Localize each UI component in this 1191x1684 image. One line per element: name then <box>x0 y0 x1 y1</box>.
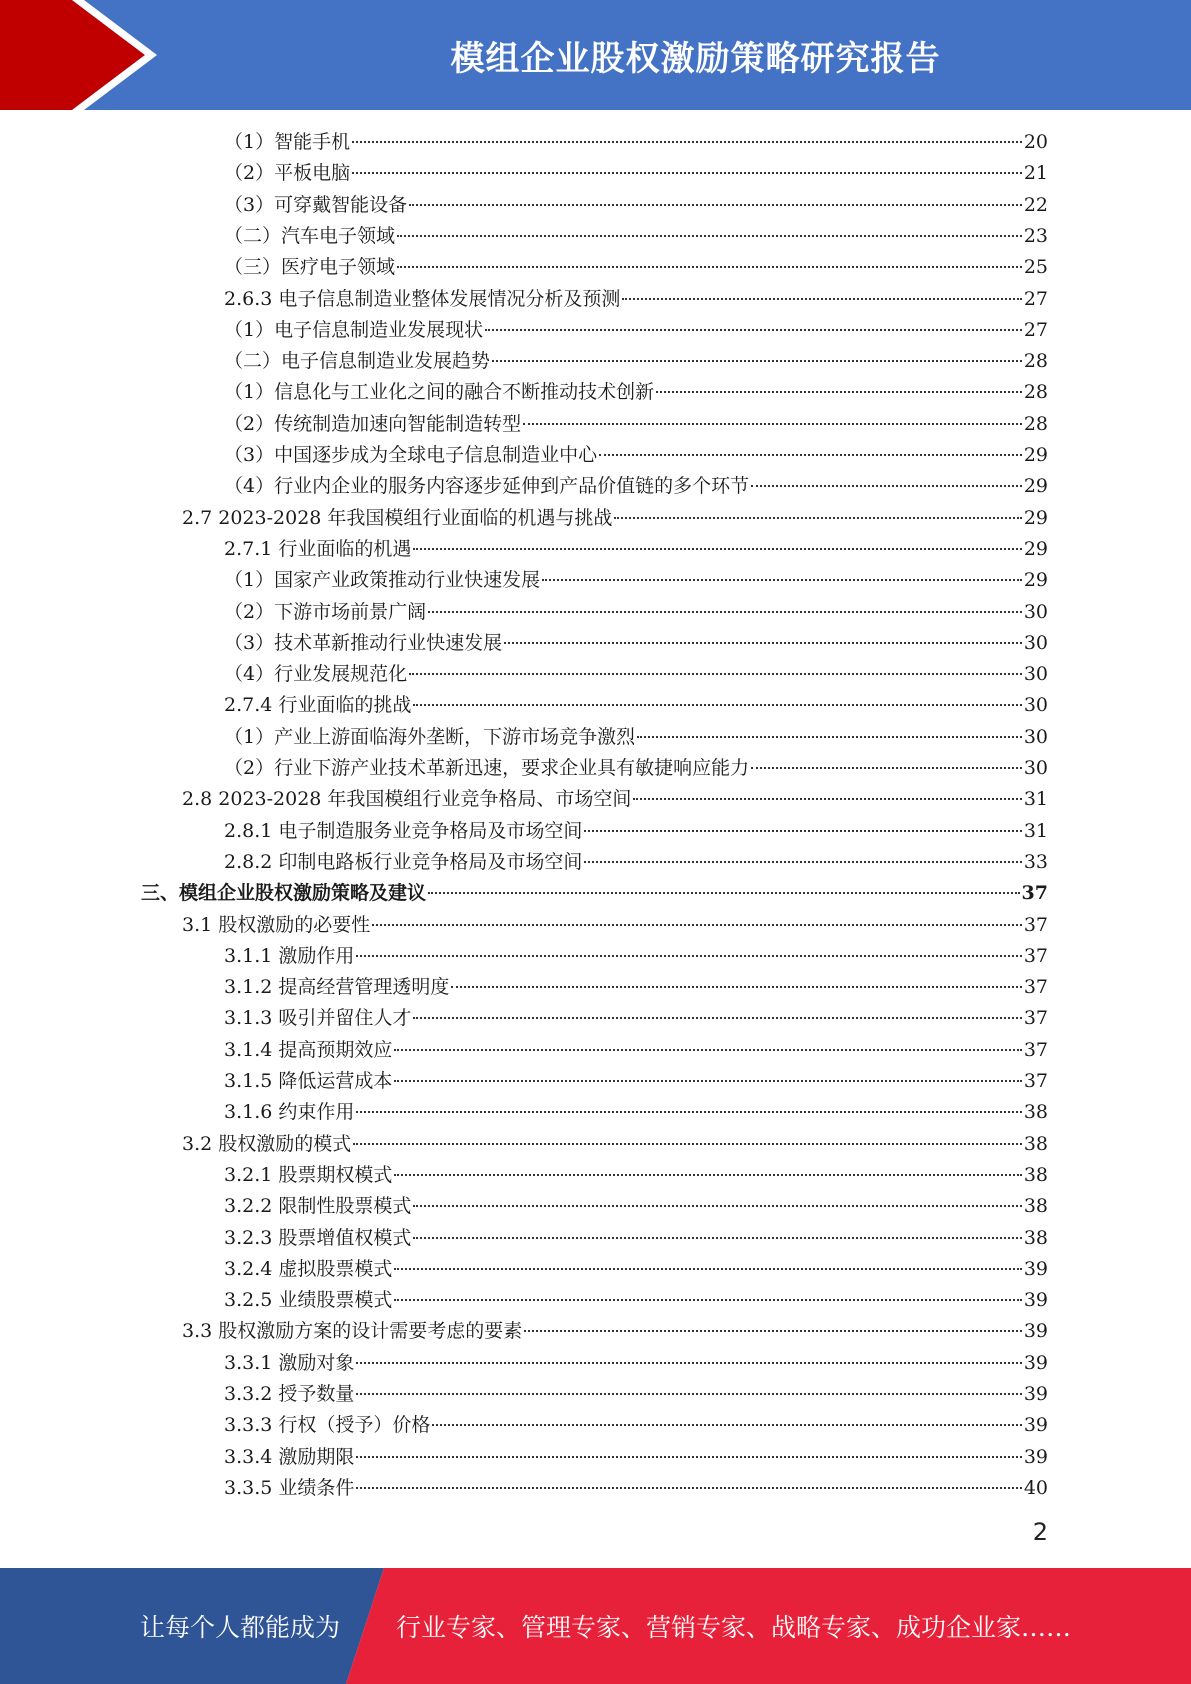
toc-entry[interactable] <box>224 440 1048 471</box>
toc-entry-page: 29 <box>1023 569 1048 592</box>
toc-entry[interactable] <box>224 1473 1048 1504</box>
toc-dot-leader <box>428 892 1020 894</box>
page-footer <box>0 1568 1191 1684</box>
toc-dot-leader <box>428 611 1022 613</box>
header-arrow-decoration <box>0 0 200 110</box>
toc-entry-page: 37 <box>1021 882 1048 905</box>
toc-entry-page: 30 <box>1023 725 1048 748</box>
toc-entry-title: 3.2.5 业绩股票模式 <box>224 1289 393 1312</box>
toc-entry-page: 37 <box>1023 944 1048 967</box>
toc-entry-page: 33 <box>1023 850 1048 873</box>
toc-entry-title: （2）传统制造加速向智能制造转型 <box>224 412 522 435</box>
toc-entry-page: 30 <box>1023 663 1048 686</box>
toc-entry-page: 37 <box>1023 976 1048 999</box>
toc-entry[interactable] <box>224 722 1048 753</box>
toc-dot-leader <box>394 1268 1021 1270</box>
toc-dot-leader <box>394 1049 1021 1051</box>
toc-entry[interactable] <box>224 1442 1048 1473</box>
toc-entry-title: 3.3.3 行权（授予）价格 <box>224 1414 431 1437</box>
toc-entry[interactable] <box>224 1379 1048 1410</box>
toc-dot-leader <box>413 704 1021 706</box>
toc-entry[interactable] <box>224 158 1048 189</box>
toc-entry-title: （2）下游市场前景广阔 <box>224 600 427 623</box>
toc-entry-title: 3.3 股权激励方案的设计需要考虑的要素 <box>182 1320 523 1343</box>
toc-entry[interactable] <box>224 847 1048 878</box>
toc-entry[interactable] <box>182 503 1048 534</box>
toc-entry-page: 38 <box>1023 1195 1048 1218</box>
toc-entry-title: （4）行业发展规范化 <box>224 663 408 686</box>
toc-entry[interactable] <box>224 409 1048 440</box>
toc-dot-leader <box>394 1174 1021 1176</box>
toc-entry[interactable] <box>224 346 1048 377</box>
toc-dot-leader <box>356 1362 1021 1364</box>
toc-dot-leader <box>356 955 1021 957</box>
toc-entry-page: 30 <box>1023 600 1048 623</box>
toc-entry[interactable] <box>224 534 1048 565</box>
toc-entry-title: （1）国家产业政策推动行业快速发展 <box>224 569 541 592</box>
toc-entry-page: 30 <box>1023 694 1048 717</box>
toc-entry[interactable] <box>224 190 1048 221</box>
toc-entry-page: 37 <box>1023 1007 1048 1030</box>
toc-dot-leader <box>633 798 1021 800</box>
toc-entry[interactable] <box>224 1097 1048 1128</box>
toc-entry-page: 28 <box>1023 350 1048 373</box>
toc-dot-leader <box>656 391 1022 393</box>
document-title: 模组企业股权激励策略研究报告 <box>450 38 941 79</box>
toc-entry-page: 30 <box>1023 631 1048 654</box>
toc-entry[interactable] <box>224 597 1048 628</box>
toc-entry-title: （三）医疗电子领域 <box>224 256 396 279</box>
footer-slogan-left: 让每个人都能成为 <box>140 1613 341 1642</box>
toc-dot-leader <box>542 579 1022 581</box>
toc-entry-title: 3.2 股权激励的模式 <box>182 1132 352 1155</box>
toc-entry[interactable] <box>224 284 1048 315</box>
toc-dot-leader <box>409 673 1022 675</box>
toc-entry-title: 3.2.4 虚拟股票模式 <box>224 1257 393 1280</box>
toc-entry-page: 39 <box>1023 1257 1048 1280</box>
toc-entry-page: 37 <box>1023 1070 1048 1092</box>
toc-dot-leader <box>397 235 1022 237</box>
toc-entry-page: 40 <box>1023 1476 1048 1499</box>
toc-dot-leader <box>584 861 1021 863</box>
toc-entry-page: 27 <box>1023 318 1048 341</box>
toc-dot-leader <box>524 1330 1022 1332</box>
toc-entry[interactable] <box>182 1316 1048 1347</box>
toc-entry-title: 3.1.6 约束作用 <box>224 1101 355 1124</box>
toc-entry-title: 3.2.1 股票期权模式 <box>224 1163 393 1186</box>
toc-entry[interactable] <box>224 816 1048 847</box>
page-header <box>0 0 1191 110</box>
toc-dot-leader <box>622 298 1021 300</box>
toc-entry[interactable] <box>182 910 1048 941</box>
toc-entry[interactable] <box>224 941 1048 972</box>
toc-dot-leader <box>485 329 1022 331</box>
toc-entry-page: 37 <box>1023 913 1048 936</box>
toc-entry-page: 29 <box>1023 475 1048 498</box>
toc-entry-page: 27 <box>1023 287 1048 310</box>
toc-entry[interactable] <box>224 315 1048 346</box>
toc-entry-page: 39 <box>1023 1289 1048 1312</box>
toc-entry-title: （2）行业下游产业技术革新迅速，要求企业具有敏捷响应能力 <box>224 757 750 779</box>
toc-entry-title: （1）信息化与工业化之间的融合不断推动技术创新 <box>224 381 655 404</box>
toc-dot-leader <box>356 1111 1021 1113</box>
toc-dot-leader <box>523 423 1022 425</box>
toc-entry-page: 38 <box>1023 1163 1048 1186</box>
toc-entry-title: 2.7.1 行业面临的机遇 <box>224 537 412 560</box>
toc-dot-leader <box>413 1237 1021 1239</box>
toc-entry-page: 31 <box>1023 819 1048 842</box>
toc-entry-title: 3.1.3 吸引并留住人才 <box>224 1007 412 1030</box>
toc-entry-page: 39 <box>1023 1383 1048 1405</box>
toc-dot-leader <box>504 642 1022 644</box>
toc-entry[interactable] <box>224 1348 1048 1379</box>
toc-entry-title: 3.1.4 提高预期效应 <box>224 1038 393 1061</box>
toc-dot-leader <box>584 830 1021 832</box>
page-number: 2 <box>1032 1518 1048 1546</box>
toc-dot-leader <box>751 767 1022 769</box>
toc-dot-leader <box>356 1487 1021 1489</box>
toc-entry-page: 39 <box>1023 1414 1048 1437</box>
toc-entry-page: 38 <box>1023 1101 1048 1124</box>
toc-entry[interactable] <box>182 1129 1048 1160</box>
toc-entry[interactable] <box>224 377 1048 408</box>
toc-entry-title: （2）平板电脑 <box>224 162 351 185</box>
toc-entry-title: 3.1 股权激励的必要性 <box>182 913 371 936</box>
toc-dot-leader <box>451 986 1021 988</box>
toc-entry[interactable] <box>224 690 1048 721</box>
toc-entry-page: 28 <box>1023 412 1048 435</box>
toc-entry-title: （1）智能手机 <box>224 131 351 153</box>
toc-entry[interactable] <box>224 972 1048 1003</box>
toc-dot-leader <box>352 141 1022 143</box>
toc-entry-title: 2.8.1 电子制造服务业竞争格局及市场空间 <box>224 819 583 842</box>
toc-dot-leader <box>413 548 1021 550</box>
toc-dot-leader <box>356 1393 1021 1395</box>
toc-dot-leader <box>413 1017 1021 1019</box>
toc-entry-title: 3.1.2 提高经营管理透明度 <box>224 976 450 999</box>
toc-dot-leader <box>637 736 1022 738</box>
toc-entry-title: 2.7 2023-2028 年我国模组行业面临的机遇与挑战 <box>182 506 613 529</box>
toc-entry[interactable] <box>141 878 1048 909</box>
toc-dot-leader <box>409 204 1022 206</box>
toc-dot-leader <box>372 924 1022 926</box>
toc-entry-title: 3.3.2 授予数量 <box>224 1383 355 1405</box>
toc-entry-title: （1）产业上游面临海外垄断，下游市场竞争激烈 <box>224 725 636 748</box>
toc-entry[interactable] <box>224 1160 1048 1191</box>
toc-entry-page: 29 <box>1023 506 1048 529</box>
toc-entry-page: 37 <box>1023 1038 1048 1061</box>
toc-entry[interactable] <box>224 753 1048 784</box>
toc-entry-title: 3.1.1 激励作用 <box>224 944 355 967</box>
toc-entry-page: 38 <box>1023 1226 1048 1249</box>
toc-entry-title: （3）技术革新推动行业快速发展 <box>224 631 503 654</box>
toc-entry[interactable] <box>224 659 1048 690</box>
toc-entry-page: 39 <box>1023 1351 1048 1374</box>
toc-entry-title: （二）汽车电子领域 <box>224 224 396 247</box>
toc-entry-page: 38 <box>1023 1132 1048 1155</box>
toc-dot-leader <box>353 1143 1022 1145</box>
toc-dot-leader <box>352 172 1022 174</box>
toc-entry[interactable] <box>224 1410 1048 1441</box>
toc-entry[interactable] <box>224 628 1048 659</box>
toc-entry-page: 20 <box>1023 131 1048 153</box>
toc-entry-title: 2.7.4 行业面临的挑战 <box>224 694 412 717</box>
toc-entry-title: 三、模组企业股权激励策略及建议 <box>141 882 427 905</box>
toc-entry-page: 23 <box>1023 224 1048 247</box>
toc-entry-title: 2.8.2 印制电路板行业竞争格局及市场空间 <box>224 850 583 873</box>
toc-entry[interactable] <box>224 127 1048 158</box>
toc-dot-leader <box>394 1299 1021 1301</box>
toc-dot-leader <box>614 517 1021 519</box>
toc-dot-leader <box>492 360 1022 362</box>
toc-entry-title: 3.3.1 激励对象 <box>224 1351 355 1374</box>
toc-entry-page: 29 <box>1023 537 1048 560</box>
toc-entry-title: 3.1.5 降低运营成本 <box>224 1070 393 1092</box>
toc-entry-page: 22 <box>1023 193 1048 216</box>
toc-entry-title: （3）中国逐步成为全球电子信息制造业中心 <box>224 444 598 466</box>
toc-entry-page: 30 <box>1023 757 1048 779</box>
toc-entry-page: 25 <box>1023 256 1048 279</box>
toc-dot-leader <box>413 1205 1021 1207</box>
toc-entry-page: 31 <box>1023 788 1048 811</box>
toc-dot-leader <box>599 454 1022 456</box>
toc-entry-title: （1）电子信息制造业发展现状 <box>224 318 484 341</box>
toc-entry[interactable] <box>182 784 1048 815</box>
toc-entry[interactable] <box>224 221 1048 252</box>
toc-dot-leader <box>397 266 1022 268</box>
toc-entry[interactable] <box>224 1254 1048 1285</box>
toc-entry[interactable] <box>224 1035 1048 1066</box>
toc-entry-page: 39 <box>1023 1320 1048 1343</box>
toc-entry-title: （4）行业内企业的服务内容逐步延伸到产品价值链的多个环节 <box>224 475 750 498</box>
toc-entry-title: 2.8 2023-2028 年我国模组行业竞争格局、市场空间 <box>182 788 632 811</box>
toc-entry[interactable] <box>224 565 1048 596</box>
toc-entry-title: （3）可穿戴智能设备 <box>224 193 408 216</box>
toc-entry[interactable] <box>224 1003 1048 1034</box>
toc-entry-page: 21 <box>1023 162 1048 185</box>
toc-entry[interactable] <box>224 1066 1048 1097</box>
toc-entry-page: 29 <box>1023 444 1048 466</box>
toc-entry-title: 3.3.4 激励期限 <box>224 1445 355 1468</box>
footer-slogan-right: 行业专家、管理专家、营销专家、战略专家、成功企业家…… <box>396 1613 1072 1642</box>
toc-entry[interactable] <box>224 1285 1048 1316</box>
toc-entry-page: 28 <box>1023 381 1048 404</box>
toc-entry[interactable] <box>224 1191 1048 1222</box>
toc-dot-leader <box>356 1456 1021 1458</box>
toc-dot-leader <box>394 1080 1021 1082</box>
toc-entry-page: 39 <box>1023 1445 1048 1468</box>
toc-entry[interactable] <box>224 252 1048 283</box>
toc-entry-title: 3.3.5 业绩条件 <box>224 1476 355 1499</box>
toc-entry[interactable] <box>224 1223 1048 1254</box>
toc-entry[interactable] <box>224 471 1048 502</box>
toc-entry-title: 3.2.2 限制性股票模式 <box>224 1195 412 1218</box>
toc-dot-leader <box>751 485 1022 487</box>
toc-entry-title: 2.6.3 电子信息制造业整体发展情况分析及预测 <box>224 287 621 310</box>
toc-dot-leader <box>432 1424 1021 1426</box>
toc-entry-title: （二）电子信息制造业发展趋势 <box>224 350 491 373</box>
toc-entry-title: 3.2.3 股票增值权模式 <box>224 1226 412 1249</box>
